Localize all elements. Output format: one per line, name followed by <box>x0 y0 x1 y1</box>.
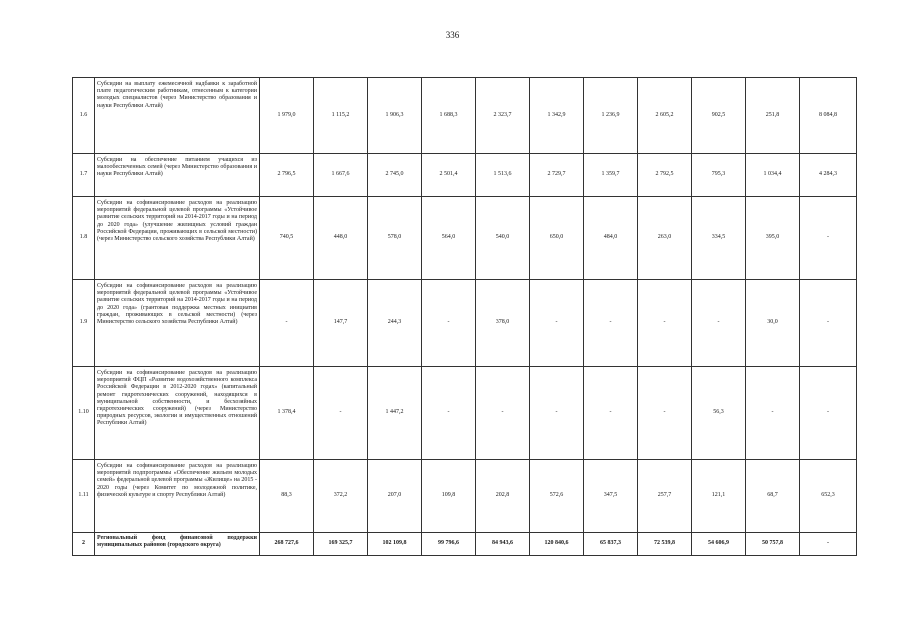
table-row <box>73 78 857 154</box>
value-cell: - <box>530 280 584 367</box>
row-description: Субсидии на обеспечение питанием учащихся из малообеспеченных семей (через Министерство образования и науки Республики Алтай) <box>95 154 260 197</box>
row-number: 1.9 <box>73 280 95 367</box>
value-cell: 2 792,5 <box>638 154 692 197</box>
row-number: 1.6 <box>73 78 95 154</box>
value-cell: 1 667,6 <box>314 154 368 197</box>
value-cell: - <box>422 367 476 460</box>
table-row <box>73 533 857 556</box>
value-cell: - <box>746 367 800 460</box>
value-cell: 1 513,6 <box>476 154 530 197</box>
value-cell: 1 342,9 <box>530 78 584 154</box>
value-cell: 652,3 <box>800 460 857 533</box>
value-cell: 88,3 <box>260 460 314 533</box>
value-cell: 268 727,6 <box>260 533 314 556</box>
value-cell: 202,8 <box>476 460 530 533</box>
table-row <box>73 367 857 460</box>
value-cell: 1 378,4 <box>260 367 314 460</box>
row-number: 1.10 <box>73 367 95 460</box>
value-cell: - <box>692 280 746 367</box>
value-cell: 109,8 <box>422 460 476 533</box>
value-cell: 121,1 <box>692 460 746 533</box>
value-cell: 2 729,7 <box>530 154 584 197</box>
value-cell: - <box>800 533 857 556</box>
row-description: Субсидии на софинансирование расходов на реализацию мероприятий федеральной целевой программы «Устойчивое развитие сельских территорий на 2014-2017 годы и на период до 2020 года» (грантовая поддержка местных инициатив граждан, проживающих в сельской местности) (через Министерство сельского хозяйства Республики Алтай) <box>95 280 260 367</box>
value-cell: 257,7 <box>638 460 692 533</box>
row-number: 1.11 <box>73 460 95 533</box>
value-cell: - <box>800 280 857 367</box>
value-cell: 1 236,9 <box>584 78 638 154</box>
value-cell: - <box>638 367 692 460</box>
table-row <box>73 460 857 533</box>
page-number: 336 <box>445 30 460 40</box>
value-cell: 564,0 <box>422 197 476 280</box>
value-cell: - <box>476 367 530 460</box>
row-number: 1.7 <box>73 154 95 197</box>
value-cell: 50 757,8 <box>746 533 800 556</box>
value-cell: 1 447,2 <box>368 367 422 460</box>
budget-table <box>72 77 857 556</box>
value-cell: - <box>314 367 368 460</box>
value-cell: 484,0 <box>584 197 638 280</box>
value-cell: 251,8 <box>746 78 800 154</box>
value-cell: 902,5 <box>692 78 746 154</box>
value-cell: 2 745,0 <box>368 154 422 197</box>
value-cell: 448,0 <box>314 197 368 280</box>
value-cell: - <box>422 280 476 367</box>
value-cell: 54 606,9 <box>692 533 746 556</box>
value-cell: 540,0 <box>476 197 530 280</box>
value-cell: 65 837,3 <box>584 533 638 556</box>
row-description: Субсидии на софинансирование расходов на реализацию мероприятий ФЦП «Развитие водохозяйственного комплекса Российской Федерации в 2012-2020 годах» (капитальный ремонт гидротехнических сооружений, находящихся в муниципальной собственности, и бесхозяйных гидротехнических сооружений) (через Министерство природных ресурсов, экологии и имущественных отношений Республики Алтай) <box>95 367 260 460</box>
value-cell: 263,0 <box>638 197 692 280</box>
value-cell: - <box>584 280 638 367</box>
value-cell: 1 906,3 <box>368 78 422 154</box>
value-cell: - <box>638 280 692 367</box>
value-cell: 372,2 <box>314 460 368 533</box>
value-cell: 169 325,7 <box>314 533 368 556</box>
value-cell: 244,3 <box>368 280 422 367</box>
table-row <box>73 280 857 367</box>
value-cell: 84 943,6 <box>476 533 530 556</box>
row-description: Субсидии на выплату ежемесячной надбавки к заработной плате педагогическим работникам, отнесенным к категории молодых специалистов (через Министерство образования и науки Республики Алтай) <box>95 78 260 154</box>
value-cell: 347,5 <box>584 460 638 533</box>
value-cell: 795,3 <box>692 154 746 197</box>
value-cell: 378,0 <box>476 280 530 367</box>
value-cell: 68,7 <box>746 460 800 533</box>
value-cell: 120 840,6 <box>530 533 584 556</box>
value-cell: 102 109,8 <box>368 533 422 556</box>
row-description: Субсидии на софинансирование расходов на реализацию мероприятий федеральной целевой программы «Устойчивое развитие сельских территорий на 2014-2017 годы и на период до 2020 года» (улучшение жилищных условий граждан Российской Федерации, проживающих в сельской местности) (через Министерство сельского хозяйства Республики Алтай) <box>95 197 260 280</box>
value-cell: 740,5 <box>260 197 314 280</box>
value-cell: 1 688,3 <box>422 78 476 154</box>
value-cell: 147,7 <box>314 280 368 367</box>
value-cell: 578,0 <box>368 197 422 280</box>
value-cell: 395,0 <box>746 197 800 280</box>
value-cell: 8 084,8 <box>800 78 857 154</box>
value-cell: 2 796,5 <box>260 154 314 197</box>
value-cell: - <box>530 367 584 460</box>
row-description: Субсидии на софинансирование расходов на реализацию мероприятий подпрограммы «Обеспечение жильем молодых семей» федеральной целевой программы «Жилище» на 2015 - 2020 годы (через Комитет по молодежной политике, физической культуре и спорту Республики Алтай) <box>95 460 260 533</box>
value-cell: - <box>260 280 314 367</box>
value-cell: - <box>584 367 638 460</box>
value-cell: 4 284,3 <box>800 154 857 197</box>
value-cell: 1 979,0 <box>260 78 314 154</box>
value-cell: 30,0 <box>746 280 800 367</box>
value-cell: 572,6 <box>530 460 584 533</box>
value-cell: 1 115,2 <box>314 78 368 154</box>
value-cell: 2 323,7 <box>476 78 530 154</box>
value-cell: 2 501,4 <box>422 154 476 197</box>
table-row <box>73 154 857 197</box>
value-cell: - <box>800 197 857 280</box>
value-cell: 650,0 <box>530 197 584 280</box>
table-body <box>73 78 857 556</box>
value-cell: 1 359,7 <box>584 154 638 197</box>
value-cell: 56,3 <box>692 367 746 460</box>
value-cell: 207,0 <box>368 460 422 533</box>
value-cell: 2 605,2 <box>638 78 692 154</box>
row-number: 1.8 <box>73 197 95 280</box>
value-cell: - <box>800 367 857 460</box>
row-number: 2 <box>73 533 95 556</box>
value-cell: 334,5 <box>692 197 746 280</box>
value-cell: 1 034,4 <box>746 154 800 197</box>
table-row <box>73 197 857 280</box>
value-cell: 99 796,6 <box>422 533 476 556</box>
row-description: Региональный фонд финансовой поддержки муниципальных районов (городского округа) <box>95 533 260 556</box>
value-cell: 72 539,8 <box>638 533 692 556</box>
